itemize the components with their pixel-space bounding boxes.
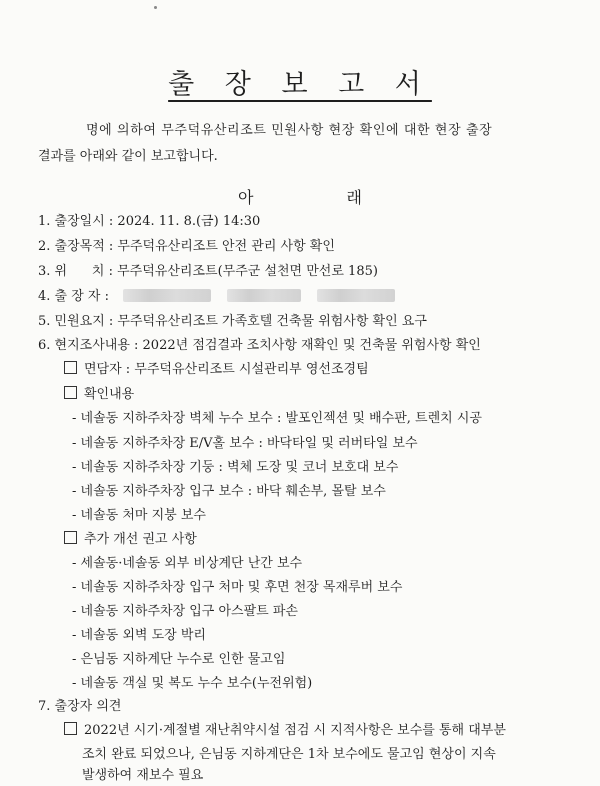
opinion-line-1: 2022년 시기·계절별 재난취약시설 점검 시 지적사항은 보수를 통해 대부분 (64, 721, 506, 741)
item-location: 3. 위 치 : 무주덕유산리조트(무주군 설천면 만선로 185) (38, 264, 378, 279)
scan-speck (154, 6, 157, 9)
item-opinion: 7. 출장자 의견 (38, 699, 122, 714)
check-item: - 네솔동 지하주차장 입구 보수 : 바닥 훼손부, 몰탈 보수 (72, 484, 386, 499)
check-item: - 네솔동 지하주차장 기둥 : 벽체 도장 및 코너 보호대 보수 (72, 460, 399, 475)
document-title: 출 장 보 고 서 (168, 69, 432, 100)
item-traveler: 4. 출 장 자 : (38, 287, 395, 307)
check-item: - 네솔동 지하주차장 벽체 누수 보수 : 발포인젝션 및 배수판, 트렌치 시공 (72, 411, 482, 426)
section-heading: 아 래 (238, 188, 406, 207)
item-date: 1. 출장일시 : 2024. 11. 8.(금) 14:30 (38, 214, 261, 229)
redacted-name (123, 289, 211, 302)
check-title: 확인내용 (64, 385, 134, 405)
extra-title: 추가 개선 권고 사항 (64, 530, 197, 550)
extra-item: - 은님동 지하계단 누수로 인한 물고임 (72, 652, 286, 667)
extra-item: - 네솔동 객실 및 복도 누수 보수(누전위험) (72, 676, 313, 691)
redacted-name (317, 289, 395, 302)
checkbox-icon (64, 531, 77, 544)
check-item: - 네솔동 처마 지붕 보수 (72, 508, 206, 523)
checkbox-icon (64, 722, 77, 735)
item-survey: 6. 현지조사내용 : 2022년 점검결과 조치사항 재확인 및 건축물 위험사항 확인 (38, 338, 481, 353)
extra-item: - 세솔동·네솔동 외부 비상계단 난간 보수 (72, 556, 303, 571)
redacted-name (227, 289, 301, 302)
interviewee-line: 면담자 : 무주덕유산리조트 시설관리부 영선조경팀 (64, 360, 369, 380)
opinion-line-3: 발생하여 재보수 필요 (82, 768, 204, 783)
item-complaint: 5. 민원요지 : 무주덕유산리조트 가족호텔 건축물 위험사항 확인 요구 (38, 314, 427, 329)
check-item: - 네솔동 지하주차장 E/V홀 보수 : 바닥타일 및 러버타일 보수 (72, 436, 418, 451)
checkbox-icon (64, 386, 77, 399)
checkbox-icon (64, 361, 77, 374)
extra-item: - 네솔동 지하주차장 입구 아스팔트 파손 (72, 604, 298, 619)
intro-line-1: 명에 의하여 무주덕유산리조트 민원사항 현장 확인에 대한 현장 출장 (86, 123, 493, 138)
extra-item: - 네솔동 외벽 도장 박리 (72, 628, 206, 643)
intro-line-2: 결과를 아래와 같이 보고합니다. (38, 149, 218, 164)
opinion-line-2: 조치 완료 되었으나, 은님동 지하계단은 1차 보수에도 물고임 현상이 지속 (82, 747, 496, 762)
extra-item: - 네솔동 지하주차장 입구 처마 및 후면 천장 목재루버 보수 (72, 580, 403, 595)
item-purpose: 2. 출장목적 : 무주덕유산리조트 안전 관리 사항 확인 (38, 239, 335, 254)
